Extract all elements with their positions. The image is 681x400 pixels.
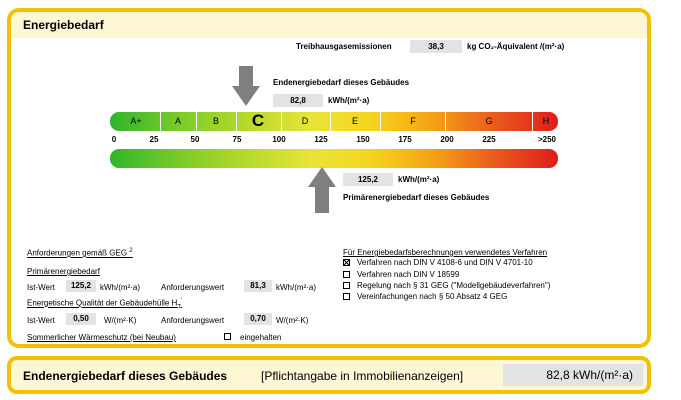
class-separator	[445, 112, 446, 131]
page-title: Energiebedarf	[23, 18, 104, 32]
ist-label: Ist-Wert	[27, 283, 55, 292]
method-label: Verfahren nach DIN V 4108-6 und DIN V 4701-10	[357, 258, 533, 267]
ist-value: 125,2	[66, 280, 96, 292]
anf-value: 81,3	[244, 280, 272, 292]
class-separator	[330, 112, 331, 131]
class-label: A	[174, 116, 181, 126]
class-separator	[160, 112, 161, 131]
anf-unit: kWh/(m²·a)	[276, 283, 316, 292]
emissions-label: Treibhausgasemissionen	[296, 42, 392, 51]
class-separator	[236, 112, 237, 131]
quality-heading: Energetische Qualität der Gebäudehülle $H_T'$	[27, 298, 183, 311]
emissions-unit: kg CO₂-Äquivalent /(m²·a)	[467, 42, 565, 51]
ist-unit: kWh/(m²·a)	[100, 283, 140, 292]
end-energy-unit: kWh/(m²·a)	[328, 96, 370, 105]
primary-energy-value: 125,2	[343, 173, 393, 186]
ist2-value: 0,50	[66, 313, 96, 325]
anf-label: Anforderungswert	[161, 283, 225, 292]
class-label: A+	[130, 116, 142, 126]
class-label: H	[542, 116, 550, 126]
scale-tick: 175	[398, 135, 412, 144]
summer-protection-check-label: eingehalten	[240, 333, 282, 342]
class-label: E	[351, 116, 358, 126]
scale-tick: 200	[440, 135, 454, 144]
footer-note: [Pflichtangabe in Immobilienanzeigen]	[261, 369, 464, 383]
footer-label: Endenergiebedarf dieses Gebäudes	[23, 369, 228, 383]
scale-tick: 225	[482, 135, 496, 144]
class-separator	[281, 112, 282, 131]
methods-heading: Für Energiebedarfsberechnungen verwendetes Verfahren	[343, 248, 548, 257]
method-label: Vereinfachungen nach § 50 Absatz 4 GEG	[357, 292, 508, 301]
class-separator	[196, 112, 197, 131]
end-energy-value: 82,8	[273, 94, 323, 107]
class-label: F	[410, 116, 416, 126]
method-checkbox[interactable]	[343, 282, 350, 289]
requirements-heading: Anforderungen gemäß GEG $^2$	[27, 248, 133, 258]
anf2-unit: W/(m²·K)	[276, 316, 309, 325]
method-checkbox[interactable]	[343, 293, 350, 300]
class-label: B	[212, 116, 219, 126]
class-label: D	[301, 116, 309, 126]
scale-tick: >250	[537, 135, 557, 144]
scale-tick: 0	[111, 135, 117, 144]
summer-protection-checkbox[interactable]	[224, 333, 231, 340]
footer-panel	[7, 356, 651, 394]
scale-tick: 125	[314, 135, 328, 144]
class-separator	[380, 112, 381, 131]
emissions-value: 38,3	[410, 40, 462, 53]
primary-requirement-heading: Primärenergiebedarf	[27, 267, 100, 276]
method-checkbox[interactable]	[343, 271, 350, 278]
method-label: Verfahren nach DIN V 18599	[357, 270, 460, 279]
scale-tick: 50	[190, 135, 200, 144]
anf2-value: 0,70	[244, 313, 272, 325]
footer-value: 82,8 kWh/(m²·a)	[503, 364, 643, 386]
method-checkbox[interactable]	[343, 259, 350, 266]
class-label: G	[485, 116, 493, 126]
ist2-label: Ist-Wert	[27, 316, 55, 325]
title-bar	[11, 12, 647, 38]
scale-tick: 25	[149, 135, 159, 144]
primary-energy-label: Primärenergiebedarf dieses Gebäudes	[343, 193, 490, 202]
scale-tick: 100	[272, 135, 286, 144]
current-class-label: C	[251, 111, 265, 130]
end-energy-label: Endenergiebedarf dieses Gebäudes	[273, 78, 410, 87]
summer-protection-label: Sommerlicher Wärmeschutz (bei Neubau)	[27, 333, 176, 342]
scale-tick: 150	[356, 135, 370, 144]
anf2-label: Anforderungswert	[161, 316, 225, 325]
ist2-unit: W/(m²·K)	[104, 316, 137, 325]
primary-energy-bar	[110, 149, 558, 168]
primary-energy-unit: kWh/(m²·a)	[398, 175, 440, 184]
method-label: Regelung nach § 31 GEG ("Modellgebäudeverfahren")	[357, 281, 551, 290]
scale-tick: 75	[232, 135, 242, 144]
